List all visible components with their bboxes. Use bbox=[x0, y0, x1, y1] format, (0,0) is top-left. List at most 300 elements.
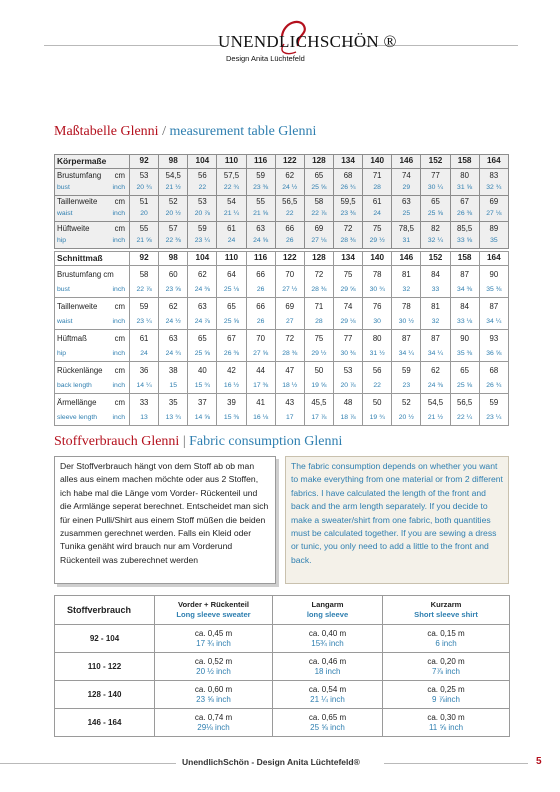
header-cell bbox=[273, 596, 383, 625]
row-label-text: Taillenweite bbox=[57, 197, 98, 207]
measure-cell: 19 ¾ bbox=[363, 412, 392, 426]
measure-cell: 27 ½ bbox=[275, 284, 304, 298]
measure-cell: 65 bbox=[421, 195, 450, 209]
row-label bbox=[55, 348, 130, 362]
measure-cell: 26 bbox=[246, 316, 275, 330]
footer-rule-left bbox=[0, 763, 176, 764]
table-row bbox=[55, 222, 509, 236]
row-unit: cm bbox=[114, 333, 125, 343]
measure-cell: 66 bbox=[275, 222, 304, 236]
size-cell: 128 - 140 bbox=[55, 681, 155, 709]
row-unit: inch bbox=[112, 183, 125, 191]
size-header: 92 bbox=[130, 252, 159, 266]
heading-en: measurement table Glenni bbox=[169, 124, 317, 139]
header-de: Vorder + Rückenteil bbox=[178, 600, 249, 609]
table-header-row bbox=[55, 596, 510, 625]
value-de: ca. 0,54 m bbox=[308, 684, 347, 694]
measure-cell: 64 bbox=[217, 266, 246, 284]
measure-cell: 21 ¼ bbox=[217, 209, 246, 222]
measure-cell: 22 ¼ bbox=[450, 412, 479, 426]
measure-cell: 78,5 bbox=[392, 222, 421, 236]
measure-cell: 23 ¼ bbox=[188, 235, 217, 248]
value-en: 25 ⅝ inch bbox=[310, 722, 345, 732]
measure-cell: 22 ¾ bbox=[217, 182, 246, 195]
measure-cell: 89 bbox=[479, 222, 508, 236]
measure-cell: 65 bbox=[304, 169, 333, 183]
table-row bbox=[55, 316, 509, 330]
measure-cell: 68 bbox=[333, 169, 362, 183]
measure-cell: 35 ⅜ bbox=[450, 348, 479, 362]
measure-cell: 23 ¼ bbox=[130, 316, 159, 330]
measure-cell: 51 bbox=[130, 195, 159, 209]
measure-cell: 22 ⅜ bbox=[159, 235, 188, 248]
measure-cell: 41 bbox=[246, 394, 275, 412]
table-row bbox=[55, 362, 509, 380]
value-cell bbox=[273, 625, 383, 653]
size-header: 152 bbox=[421, 252, 450, 266]
row-label-text: hip bbox=[57, 236, 67, 244]
row-unit: cm bbox=[114, 365, 125, 375]
measure-cell: 32 ¼ bbox=[421, 235, 450, 248]
measure-cell: 65 bbox=[188, 330, 217, 348]
measure-cell: 20 ⅞ bbox=[188, 209, 217, 222]
measure-cell: 34 ¼ bbox=[479, 316, 508, 330]
row-label bbox=[55, 298, 130, 316]
row-label bbox=[55, 195, 130, 209]
measure-cell: 62 bbox=[159, 298, 188, 316]
row-label-text: bust bbox=[57, 285, 70, 293]
row-label-text: sleeve length bbox=[57, 413, 98, 421]
measure-cell: 59,5 bbox=[333, 195, 362, 209]
measure-cell: 20 ½ bbox=[392, 412, 421, 426]
measure-cell: 14 ¼ bbox=[130, 380, 159, 394]
measure-cell: 61 bbox=[130, 330, 159, 348]
measure-cell: 55 bbox=[246, 195, 275, 209]
measure-cell: 15 ¾ bbox=[188, 380, 217, 394]
value-en: 7⅞ inch bbox=[431, 666, 461, 676]
table-row bbox=[55, 195, 509, 209]
measure-cell: 47 bbox=[275, 362, 304, 380]
measure-cell: 59 bbox=[479, 394, 508, 412]
header-en: long sleeve bbox=[306, 610, 349, 619]
measure-cell: 25 ⅝ bbox=[450, 380, 479, 394]
table-row bbox=[55, 681, 510, 709]
value-cell bbox=[155, 681, 273, 709]
measure-cell: 71 bbox=[304, 298, 333, 316]
measure-cell: 25 ⅝ bbox=[188, 348, 217, 362]
measure-cell: 52 bbox=[392, 394, 421, 412]
measure-cell: 63 bbox=[188, 298, 217, 316]
row-unit: inch bbox=[112, 317, 125, 325]
measure-cell: 26 ⅜ bbox=[217, 348, 246, 362]
measure-cell: 53 bbox=[188, 195, 217, 209]
value-en: 29⅛ inch bbox=[197, 722, 230, 732]
value-de: ca. 0,60 m bbox=[194, 684, 233, 694]
measure-cell: 35 bbox=[479, 235, 508, 248]
measure-cell: 78 bbox=[392, 298, 421, 316]
value-en: 11 ⅝ inch bbox=[428, 722, 464, 732]
row-unit: inch bbox=[112, 285, 125, 293]
size-cell: 146 - 164 bbox=[55, 709, 155, 737]
measure-cell: 25 ⅛ bbox=[217, 284, 246, 298]
size-header: 122 bbox=[275, 252, 304, 266]
measure-cell: 59 bbox=[188, 222, 217, 236]
size-header: 104 bbox=[188, 252, 217, 266]
value-de: ca. 0,15 m bbox=[427, 628, 465, 638]
size-header: 116 bbox=[246, 252, 275, 266]
measure-cell: 59 bbox=[246, 169, 275, 183]
measure-cell: 69 bbox=[479, 195, 508, 209]
row-label bbox=[55, 380, 130, 394]
row-unit: inch bbox=[112, 349, 125, 357]
table-row bbox=[55, 412, 509, 426]
row-label-text: Rückenlänge bbox=[57, 365, 103, 375]
measure-cell: 60 bbox=[159, 266, 188, 284]
value-cell bbox=[273, 709, 383, 737]
value-en: 20 ½ inch bbox=[196, 666, 231, 676]
row-unit: cm bbox=[114, 301, 125, 311]
measure-cell: 54,5 bbox=[421, 394, 450, 412]
measure-cell: 93 bbox=[479, 330, 508, 348]
value-cell bbox=[155, 653, 273, 681]
measure-cell: 18 ⅞ bbox=[333, 412, 362, 426]
measure-cell: 21 ⅝ bbox=[130, 235, 159, 248]
measure-cell: 17 bbox=[275, 412, 304, 426]
measure-cell: 16 ⅛ bbox=[246, 412, 275, 426]
size-header: 110 bbox=[217, 252, 246, 266]
measure-cell: 56 bbox=[363, 362, 392, 380]
measure-cell: 36 bbox=[130, 362, 159, 380]
value-cell bbox=[273, 653, 383, 681]
value-en: 9 ⅞inch bbox=[431, 694, 461, 704]
value-cell bbox=[273, 681, 383, 709]
measure-cell: 69 bbox=[304, 222, 333, 236]
measure-cell: 87 bbox=[479, 298, 508, 316]
measure-cell: 33 bbox=[421, 284, 450, 298]
measure-cell: 29 bbox=[392, 182, 421, 195]
size-header: 134 bbox=[333, 252, 362, 266]
header-cell bbox=[155, 596, 273, 625]
measure-cell: 44 bbox=[246, 362, 275, 380]
brand-logo bbox=[200, 18, 397, 78]
value-cell bbox=[383, 681, 510, 709]
measure-cell: 32 bbox=[392, 284, 421, 298]
measure-cell: 53 bbox=[130, 169, 159, 183]
header-rule-left bbox=[44, 45, 224, 46]
measure-cell: 30 ½ bbox=[392, 316, 421, 330]
value-de: ca. 0,30 m bbox=[427, 712, 465, 722]
measure-cell: 15 ⅜ bbox=[217, 412, 246, 426]
footer-rule-right bbox=[384, 763, 528, 764]
page-number: 5 bbox=[536, 756, 542, 767]
measure-cell: 24 ⅜ bbox=[421, 380, 450, 394]
header-en: Short sleeve shirt bbox=[414, 610, 478, 619]
measure-cell: 30 ¾ bbox=[363, 284, 392, 298]
row-label bbox=[55, 284, 130, 298]
pattern-measurements-table bbox=[54, 251, 509, 426]
measure-cell: 76 bbox=[363, 298, 392, 316]
row-unit: cm bbox=[114, 223, 125, 233]
measure-cell: 20 ¾ bbox=[130, 182, 159, 195]
measure-cell: 72 bbox=[304, 266, 333, 284]
value-de: ca. 0,65 m bbox=[308, 712, 347, 722]
measure-cell: 24 ½ bbox=[159, 316, 188, 330]
value-cell bbox=[383, 625, 510, 653]
measure-cell: 28 bbox=[304, 316, 333, 330]
measure-cell: 17 ⅞ bbox=[304, 412, 333, 426]
table-header-row bbox=[55, 155, 509, 169]
row-label bbox=[55, 362, 130, 380]
value-cell bbox=[155, 709, 273, 737]
fabric-note-en: The fabric consumption depends on whether you want to make everything from one material or from 2 different fabrics. I have calculated the length of the front and back and the arm length separately. If you decide to make a sweater/shirt from one fabric, both quantities must be calculated together. If you are sewing a dress or tunic, you only need to add a little to the front and back. bbox=[285, 456, 509, 584]
value-en: 18 inch bbox=[314, 666, 341, 676]
measure-cell: 40 bbox=[188, 362, 217, 380]
measure-cell: 29 ⅛ bbox=[333, 316, 362, 330]
measure-cell: 20 bbox=[130, 209, 159, 222]
measure-cell: 63 bbox=[159, 330, 188, 348]
measure-cell: 34 ⅜ bbox=[450, 284, 479, 298]
row-label-text: bust bbox=[57, 183, 70, 191]
table-row bbox=[55, 625, 510, 653]
measure-cell: 21 ½ bbox=[159, 182, 188, 195]
row-unit: inch bbox=[112, 381, 125, 389]
measure-cell: 21 ⅝ bbox=[246, 209, 275, 222]
measure-cell: 24 ⅜ bbox=[188, 284, 217, 298]
size-header: 146 bbox=[392, 155, 421, 169]
measure-cell: 63 bbox=[246, 222, 275, 236]
measure-cell: 59 bbox=[392, 362, 421, 380]
table-row bbox=[55, 653, 510, 681]
measure-cell: 22 bbox=[188, 182, 217, 195]
measure-cell: 81 bbox=[421, 298, 450, 316]
header-de: Langarm bbox=[311, 600, 344, 609]
measure-cell: 15 bbox=[159, 380, 188, 394]
value-de: ca. 0,74 m bbox=[194, 712, 233, 722]
table-row bbox=[55, 169, 509, 183]
measure-cell: 75 bbox=[333, 266, 362, 284]
measure-cell: 58 bbox=[130, 266, 159, 284]
row-label-text: Hüftmaß bbox=[57, 333, 87, 343]
value-de: ca. 0,46 m bbox=[308, 656, 347, 666]
row-label bbox=[55, 222, 130, 236]
measure-cell: 62 bbox=[188, 266, 217, 284]
measure-cell: 29 ½ bbox=[363, 235, 392, 248]
row-label bbox=[55, 182, 130, 195]
measure-cell: 28 ⅜ bbox=[333, 235, 362, 248]
header-cell bbox=[383, 596, 510, 625]
measure-cell: 50 bbox=[363, 394, 392, 412]
measure-cell: 72 bbox=[275, 330, 304, 348]
measure-cell: 22 ⅞ bbox=[304, 209, 333, 222]
measure-cell: 74 bbox=[333, 298, 362, 316]
measure-cell: 75 bbox=[304, 330, 333, 348]
size-header: 152 bbox=[421, 155, 450, 169]
measure-cell: 25 bbox=[392, 209, 421, 222]
measure-cell: 38 bbox=[159, 362, 188, 380]
row-label-text: Brustumfang cm bbox=[57, 269, 114, 279]
header-en: Long sleeve sweater bbox=[176, 610, 251, 619]
measure-cell: 75 bbox=[363, 222, 392, 236]
measure-cell: 22 bbox=[275, 209, 304, 222]
logo-subtitle: Design Anita Lüchtefeld bbox=[226, 54, 305, 63]
size-header: 98 bbox=[159, 155, 188, 169]
measure-cell: 25 ⅝ bbox=[217, 316, 246, 330]
row-unit: cm bbox=[114, 197, 125, 207]
measure-cell: 23 ⅝ bbox=[159, 284, 188, 298]
measure-cell: 67 bbox=[217, 330, 246, 348]
table-header-row bbox=[55, 252, 509, 266]
measure-cell: 23 ⅜ bbox=[333, 209, 362, 222]
value-de: ca. 0,45 m bbox=[194, 628, 233, 638]
measure-cell: 85,5 bbox=[450, 222, 479, 236]
measure-cell: 67 bbox=[450, 195, 479, 209]
measure-cell: 18 ½ bbox=[275, 380, 304, 394]
measure-cell: 43 bbox=[275, 394, 304, 412]
row-label bbox=[55, 316, 130, 330]
row-label bbox=[55, 394, 130, 412]
measure-cell: 24 ½ bbox=[275, 182, 304, 195]
measure-cell: 24 ⅝ bbox=[246, 235, 275, 248]
value-cell bbox=[383, 653, 510, 681]
row-label-text: Taillenweite bbox=[57, 301, 98, 311]
measure-cell: 70 bbox=[275, 266, 304, 284]
measure-cell: 35 ⅜ bbox=[479, 284, 508, 298]
heading-de: Maßtabelle Glenni bbox=[54, 124, 159, 139]
measure-cell: 25 ⅝ bbox=[304, 182, 333, 195]
measure-cell: 22 ⅞ bbox=[130, 284, 159, 298]
measure-cell: 52 bbox=[159, 195, 188, 209]
measure-cell: 55 bbox=[130, 222, 159, 236]
table-row bbox=[55, 284, 509, 298]
measure-cell: 81 bbox=[392, 266, 421, 284]
row-label bbox=[55, 330, 130, 348]
measure-cell: 26 bbox=[246, 284, 275, 298]
value-de: ca. 0,25 m bbox=[427, 684, 465, 694]
measure-cell: 29 ⅝ bbox=[333, 284, 362, 298]
measure-cell: 61 bbox=[217, 222, 246, 236]
table-row bbox=[55, 394, 509, 412]
size-header: 104 bbox=[188, 155, 217, 169]
row-label-text: waist bbox=[57, 317, 73, 325]
row-label-text: Brustumfang bbox=[57, 170, 102, 180]
size-header: 158 bbox=[450, 155, 479, 169]
measure-cell: 56,5 bbox=[450, 394, 479, 412]
measure-cell: 66 bbox=[246, 266, 275, 284]
header-de: Kurzarm bbox=[430, 600, 462, 609]
measure-cell: 13 bbox=[130, 412, 159, 426]
row-unit: cm bbox=[114, 397, 125, 407]
measure-cell: 30 bbox=[363, 316, 392, 330]
size-cell: 92 - 104 bbox=[55, 625, 155, 653]
measure-cell: 13 ¾ bbox=[159, 412, 188, 426]
header-label: Schnittmaß bbox=[55, 252, 130, 266]
size-header: 128 bbox=[304, 252, 333, 266]
measure-cell: 83 bbox=[479, 169, 508, 183]
measure-cell: 59 bbox=[130, 298, 159, 316]
measure-cell: 35 bbox=[159, 394, 188, 412]
row-unit: inch bbox=[112, 236, 125, 244]
value-de: ca. 0,20 m bbox=[427, 656, 465, 666]
measure-cell: 24 ⅞ bbox=[188, 316, 217, 330]
measure-cell: 56,5 bbox=[275, 195, 304, 209]
measure-cell: 50 bbox=[304, 362, 333, 380]
measure-cell: 17 ⅜ bbox=[246, 380, 275, 394]
measure-cell: 66 bbox=[246, 298, 275, 316]
heading-de: Stoffverbrauch Glenni bbox=[54, 434, 180, 449]
measure-cell: 26 ¾ bbox=[333, 182, 362, 195]
table-row bbox=[55, 182, 509, 195]
size-header: 134 bbox=[333, 155, 362, 169]
value-de: ca. 0,40 m bbox=[308, 628, 347, 638]
measure-cell: 42 bbox=[217, 362, 246, 380]
measure-cell: 61 bbox=[363, 195, 392, 209]
measure-cell: 27 ⅛ bbox=[304, 235, 333, 248]
measure-cell: 71 bbox=[363, 169, 392, 183]
measure-cell: 58 bbox=[304, 195, 333, 209]
measure-cell: 30 ¼ bbox=[421, 182, 450, 195]
size-header: 158 bbox=[450, 252, 479, 266]
measure-cell: 22 bbox=[363, 380, 392, 394]
value-en: 17 ¾ inch bbox=[196, 638, 231, 648]
measure-cell: 45,5 bbox=[304, 394, 333, 412]
measure-cell: 20 ⅞ bbox=[333, 380, 362, 394]
size-header: 140 bbox=[363, 252, 392, 266]
measure-cell: 28 ⅜ bbox=[304, 284, 333, 298]
measure-cell: 74 bbox=[392, 169, 421, 183]
table-row bbox=[55, 266, 509, 284]
measure-cell: 56 bbox=[188, 169, 217, 183]
measurement-heading bbox=[54, 124, 316, 140]
table-row bbox=[55, 298, 509, 316]
measure-cell: 34 ¼ bbox=[421, 348, 450, 362]
measure-cell: 87 bbox=[421, 330, 450, 348]
measure-cell: 31 ⅝ bbox=[450, 182, 479, 195]
fabric-note-de: Der Stoffverbrauch hängt von dem Stoff ab ob man alles aus einem machen möchte oder aus 2 Stoffen, ich habe mal die Länge vom Vorder- Rückenteil und die Armlänge seperat berechnet. Entscheidet man sich für einen Pulli/Shirt aus einem Stoff müßen die beiden zusammen gerechnet werden. Falls ein Kleid oder Tunika genäht wird brauch nur am Vorderund Rückenteil was zuberechnet werden bbox=[54, 456, 276, 584]
footer-brand: UnendlichSchön - Design Anita Lüchtefeld® bbox=[182, 757, 360, 767]
row-unit: inch bbox=[112, 210, 125, 218]
row-label bbox=[55, 412, 130, 426]
measure-cell: 20 ½ bbox=[159, 209, 188, 222]
measure-cell: 23 ¼ bbox=[479, 412, 508, 426]
measure-cell: 33 ⅝ bbox=[450, 235, 479, 248]
row-unit: cm bbox=[114, 170, 125, 180]
measure-cell: 82 bbox=[421, 222, 450, 236]
value-en: 15¾ inch bbox=[311, 638, 344, 648]
measure-cell: 70 bbox=[246, 330, 275, 348]
body-measurements-table bbox=[54, 154, 509, 249]
size-header: 98 bbox=[159, 252, 188, 266]
size-header: 110 bbox=[217, 155, 246, 169]
measure-cell: 72 bbox=[333, 222, 362, 236]
row-label-text: Hüftweite bbox=[57, 223, 90, 233]
row-label bbox=[55, 266, 130, 284]
row-label-text: Ärmellänge bbox=[57, 397, 97, 407]
measure-cell: 28 bbox=[363, 182, 392, 195]
fabric-consumption-table bbox=[54, 595, 510, 737]
measure-cell: 65 bbox=[217, 298, 246, 316]
value-cell bbox=[155, 625, 273, 653]
heading-separator: | bbox=[179, 434, 190, 449]
measure-cell: 68 bbox=[479, 362, 508, 380]
measure-cell: 57 bbox=[159, 222, 188, 236]
size-header: 140 bbox=[363, 155, 392, 169]
table-row bbox=[55, 235, 509, 248]
size-header: 122 bbox=[275, 155, 304, 169]
header-cell: Stoffverbrauch bbox=[55, 596, 155, 625]
measure-cell: 24 bbox=[217, 235, 246, 248]
measure-cell: 27 ⅛ bbox=[479, 209, 508, 222]
heading-en: Fabric consumption Glenni bbox=[189, 434, 343, 449]
